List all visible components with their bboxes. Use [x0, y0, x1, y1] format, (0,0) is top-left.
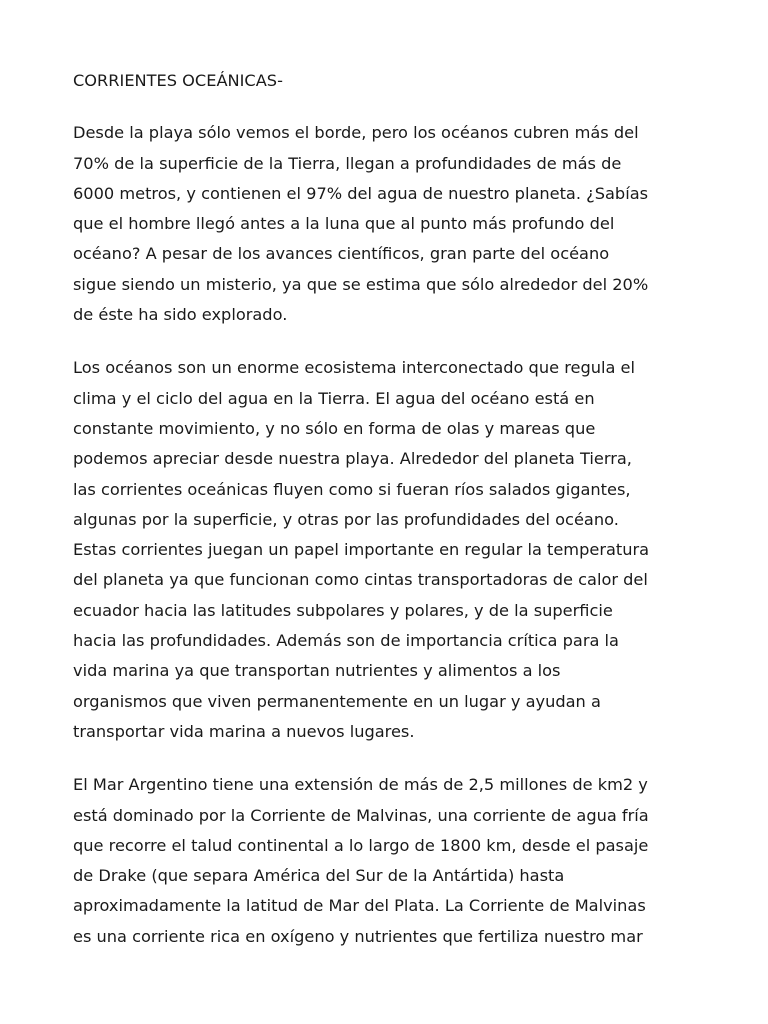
text-line: océano? A pesar de los avances científicos, gran parte del océano	[73, 244, 610, 264]
text-line: del planeta ya que funcionan como cintas transportadoras de calor del	[73, 570, 648, 590]
text-line: que el hombre llegó antes a la luna que al punto más profundo del	[73, 214, 615, 234]
text-line: de éste ha sido explorado.	[73, 305, 288, 325]
text-line: hacia las profundidades. Además son de importancia crítica para la	[73, 631, 619, 651]
text-line: las corrientes oceánicas fluyen como si fueran ríos salados gigantes,	[73, 479, 631, 499]
text-line: Los océanos son un enorme ecosistema interconectado que regula el	[73, 358, 636, 378]
text-line: 6000 metros, y contienen el 97% del agua de nuestro planeta. ¿Sabías	[73, 183, 649, 203]
text-line: algunas por la superficie, y otras por las profundidades del océano.	[73, 509, 619, 529]
text-line: vida marina ya que transportan nutrientes y alimentos a los	[73, 661, 561, 681]
text-line: de Drake (que separa América del Sur de la Antártida) hasta	[73, 866, 565, 886]
text-line: aproximadamente la latitud de Mar del Plata. La Corriente de Malvinas	[73, 896, 646, 916]
text-line: transportar vida marina a nuevos lugares.	[73, 721, 415, 741]
text-line: organismos que viven permanentemente en un lugar y ayudan a	[73, 691, 601, 711]
text-line: constante movimiento, y no sólo en forma de olas y mareas que	[73, 418, 596, 438]
text-line: El Mar Argentino tiene una extensión de más de 2,5 millones de km2 y	[73, 775, 648, 795]
paragraph-1	[73, 118, 713, 330]
text-line: clima y el ciclo del agua en la Tierra. El agua del océano está en	[73, 388, 595, 408]
text-line: está dominado por la Corriente de Malvinas, una corriente de agua fría	[73, 805, 649, 825]
document-page	[73, 66, 713, 975]
text-line: Estas corrientes juegan un papel importante en regular la temperatura	[73, 540, 650, 560]
text-line: es una corriente rica en oxígeno y nutrientes que fertiliza nuestro mar	[73, 926, 643, 946]
paragraph-3	[73, 770, 713, 952]
paragraph-2	[73, 353, 713, 747]
document-title: CORRIENTES OCEÁNICAS-	[73, 71, 283, 90]
text-line: ecuador hacia las latitudes subpolares y polares, y de la superficie	[73, 600, 613, 620]
text-line: 70% de la superficie de la Tierra, llegan a profundidades de más de	[73, 153, 622, 173]
text-line: sigue siendo un misterio, ya que se estima que sólo alrededor del 20%	[73, 274, 649, 294]
text-line: podemos apreciar desde nuestra playa. Alrededor del planeta Tierra,	[73, 449, 632, 469]
text-line: Desde la playa sólo vemos el borde, pero los océanos cubren más del	[73, 123, 639, 143]
text-line: que recorre el talud continental a lo largo de 1800 km, desde el pasaje	[73, 835, 649, 855]
